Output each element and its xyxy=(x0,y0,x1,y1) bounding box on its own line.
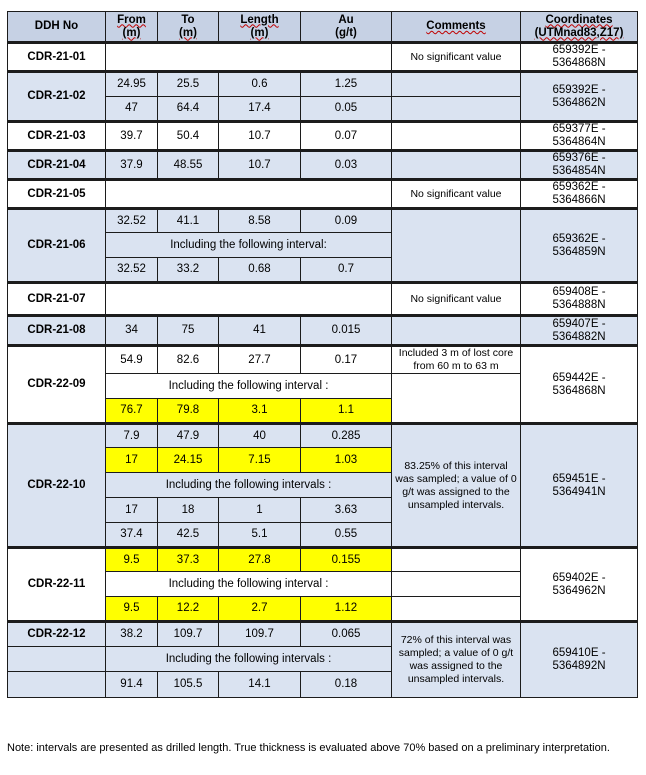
from-cell: 91.4 xyxy=(106,672,158,698)
au-cell: 0.17 xyxy=(301,346,392,374)
from-cell: 47 xyxy=(106,97,158,122)
hole-id: CDR-21-06 xyxy=(8,209,106,283)
coordinates-cell: 659392E - 5364868N xyxy=(521,43,638,72)
coordinates-cell: 659410E - 5364892N xyxy=(521,622,638,698)
from-cell-highlighted: 17 xyxy=(106,448,158,473)
from-cell: 37.4 xyxy=(106,523,158,548)
comment-cell: 83.25% of this interval was sampled; a value of 0 g/t was assigned to the unsampled intervals. xyxy=(392,424,521,548)
comment-cell: 72% of this interval was sampled; a value of 0 g/t was assigned to the unsampled intervals. xyxy=(392,622,521,698)
length-cell: 1 xyxy=(219,498,301,523)
to-cell-highlighted: 79.8 xyxy=(158,399,219,424)
to-cell: 109.7 xyxy=(158,622,219,647)
length-cell: 5.1 xyxy=(219,523,301,548)
empty-cell xyxy=(106,180,392,209)
au-cell: 0.09 xyxy=(301,209,392,233)
au-cell: 0.55 xyxy=(301,523,392,548)
to-cell: 42.5 xyxy=(158,523,219,548)
to-cell-highlighted: 12.2 xyxy=(158,597,219,622)
au-cell: 0.03 xyxy=(301,151,392,180)
comment-cell xyxy=(392,597,521,622)
table-row xyxy=(8,316,638,346)
comment-cell xyxy=(392,572,521,597)
coordinates-cell: 659407E - 5364882N xyxy=(521,316,638,346)
hole-id: CDR-21-08 xyxy=(8,316,106,346)
to-cell-highlighted: 37.3 xyxy=(158,548,219,572)
header-au: Au (g/t) xyxy=(301,12,392,43)
table-row xyxy=(8,43,638,72)
hole-id: CDR-22-10 xyxy=(8,424,106,548)
to-cell: 41.1 xyxy=(158,209,219,233)
comment-cell: No significant value xyxy=(392,43,521,72)
including-label: Including the following interval : xyxy=(106,572,392,597)
comment-cell: No significant value xyxy=(392,283,521,316)
au-cell: 3.63 xyxy=(301,498,392,523)
hole-id: CDR-21-04 xyxy=(8,151,106,180)
table-row xyxy=(8,622,638,647)
coordinates-cell: 659362E - 5364859N xyxy=(521,209,638,283)
including-label: Including the following intervals : xyxy=(106,647,392,672)
length-cell-highlighted: 27.8 xyxy=(219,548,301,572)
including-label: Including the following interval: xyxy=(106,233,392,258)
au-cell-highlighted: 1.12 xyxy=(301,597,392,622)
length-cell-highlighted: 7.15 xyxy=(219,448,301,473)
comment-cell xyxy=(392,548,521,572)
comment-cell xyxy=(392,316,521,346)
comment-cell xyxy=(392,374,521,424)
au-cell: 0.7 xyxy=(301,258,392,283)
header-row xyxy=(8,12,638,43)
length-cell: 109.7 xyxy=(219,622,301,647)
length-cell: 27.7 xyxy=(219,346,301,374)
comment-cell xyxy=(392,151,521,180)
table-row xyxy=(8,548,638,572)
coordinates-cell: 659376E - 5364854N xyxy=(521,151,638,180)
table-row xyxy=(8,346,638,374)
to-cell: 105.5 xyxy=(158,672,219,698)
length-cell: 0.6 xyxy=(219,72,301,97)
empty-cell xyxy=(106,283,392,316)
header-from: From (m) xyxy=(106,12,158,43)
from-cell: 54.9 xyxy=(106,346,158,374)
hole-id: CDR-21-07 xyxy=(8,283,106,316)
hole-id: CDR-21-03 xyxy=(8,122,106,151)
to-cell: 25.5 xyxy=(158,72,219,97)
table-row xyxy=(8,151,638,180)
header-coordinates: Coordinates (UTMnad83,Z17) xyxy=(521,12,638,43)
hole-id: CDR-22-11 xyxy=(8,548,106,622)
au-cell-highlighted: 1.03 xyxy=(301,448,392,473)
length-cell: 10.7 xyxy=(219,151,301,180)
from-cell: 17 xyxy=(106,498,158,523)
to-cell: 64.4 xyxy=(158,97,219,122)
from-cell: 24.95 xyxy=(106,72,158,97)
including-label: Including the following intervals : xyxy=(106,473,392,498)
length-cell: 40 xyxy=(219,424,301,448)
from-cell-highlighted: 76.7 xyxy=(106,399,158,424)
header-ddh: DDH No xyxy=(8,12,106,43)
drill-results-table xyxy=(7,11,638,698)
empty-cell xyxy=(8,647,106,672)
to-cell: 47.9 xyxy=(158,424,219,448)
comment-cell: Included 3 m of lost core from 60 m to 63 m xyxy=(392,346,521,374)
header-length: Length (m) xyxy=(219,12,301,43)
from-cell: 32.52 xyxy=(106,209,158,233)
table-row xyxy=(8,122,638,151)
comment-cell xyxy=(392,122,521,151)
au-cell-highlighted: 1.1 xyxy=(301,399,392,424)
including-label: Including the following interval : xyxy=(106,374,392,399)
header-comments: Comments xyxy=(392,12,521,43)
coordinates-cell: 659392E - 5364862N xyxy=(521,72,638,122)
to-cell: 18 xyxy=(158,498,219,523)
empty-cell xyxy=(8,672,106,698)
hole-id: CDR-22-12 xyxy=(8,622,106,647)
hole-id: CDR-21-05 xyxy=(8,180,106,209)
coordinates-cell: 659408E - 5364888N xyxy=(521,283,638,316)
to-cell: 82.6 xyxy=(158,346,219,374)
length-cell: 0.68 xyxy=(219,258,301,283)
au-cell: 1.25 xyxy=(301,72,392,97)
au-cell: 0.05 xyxy=(301,97,392,122)
footnote: Note: intervals are presented as drilled length. True thickness is evaluated above 70% based on a preliminary interpretation. xyxy=(7,742,610,754)
au-cell: 0.065 xyxy=(301,622,392,647)
table-row xyxy=(8,72,638,97)
table-row xyxy=(8,209,638,233)
from-cell: 34 xyxy=(106,316,158,346)
au-cell: 0.18 xyxy=(301,672,392,698)
to-cell: 48.55 xyxy=(158,151,219,180)
comment-cell xyxy=(392,209,521,283)
au-cell: 0.285 xyxy=(301,424,392,448)
au-cell: 0.015 xyxy=(301,316,392,346)
length-cell-highlighted: 2.7 xyxy=(219,597,301,622)
comment-cell xyxy=(392,72,521,97)
to-cell-highlighted: 24.15 xyxy=(158,448,219,473)
coordinates-cell: 659442E - 5364868N xyxy=(521,346,638,424)
coordinates-cell: 659362E - 5364866N xyxy=(521,180,638,209)
to-cell: 33.2 xyxy=(158,258,219,283)
length-cell: 17.4 xyxy=(219,97,301,122)
from-cell: 32.52 xyxy=(106,258,158,283)
to-cell: 75 xyxy=(158,316,219,346)
table-row xyxy=(8,180,638,209)
from-cell-highlighted: 9.5 xyxy=(106,597,158,622)
hole-id: CDR-22-09 xyxy=(8,346,106,424)
from-cell-highlighted: 9.5 xyxy=(106,548,158,572)
comment-cell xyxy=(392,97,521,122)
to-cell: 50.4 xyxy=(158,122,219,151)
hole-id: CDR-21-02 xyxy=(8,72,106,122)
from-cell: 7.9 xyxy=(106,424,158,448)
from-cell: 39.7 xyxy=(106,122,158,151)
hole-id: CDR-21-01 xyxy=(8,43,106,72)
length-cell: 10.7 xyxy=(219,122,301,151)
empty-cell xyxy=(106,43,392,72)
header-to: To (m) xyxy=(158,12,219,43)
length-cell: 14.1 xyxy=(219,672,301,698)
table-row xyxy=(8,424,638,448)
au-cell-highlighted: 0.155 xyxy=(301,548,392,572)
from-cell: 37.9 xyxy=(106,151,158,180)
coordinates-cell: 659377E - 5364864N xyxy=(521,122,638,151)
length-cell: 41 xyxy=(219,316,301,346)
length-cell-highlighted: 3.1 xyxy=(219,399,301,424)
au-cell: 0.07 xyxy=(301,122,392,151)
length-cell: 8.58 xyxy=(219,209,301,233)
comment-cell: No significant value xyxy=(392,180,521,209)
coordinates-cell: 659451E - 5364941N xyxy=(521,424,638,548)
coordinates-cell: 659402E - 5364962N xyxy=(521,548,638,622)
table-row xyxy=(8,283,638,316)
from-cell: 38.2 xyxy=(106,622,158,647)
